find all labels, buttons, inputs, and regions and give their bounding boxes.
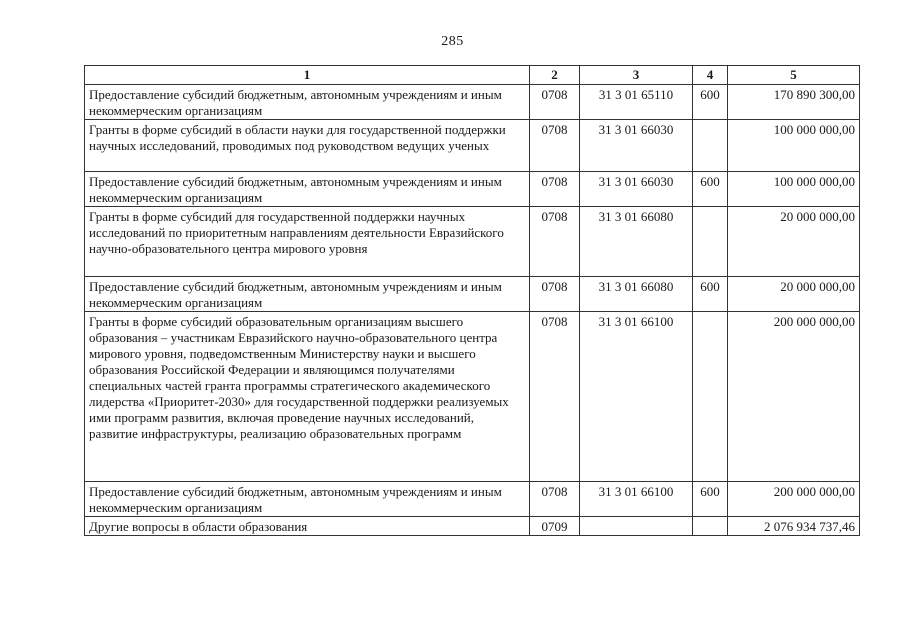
- header-col-3: 3: [580, 66, 693, 85]
- row-target-code: [580, 517, 693, 536]
- table-row: [85, 172, 860, 207]
- row-amount: 100 000 000,00: [728, 172, 860, 207]
- row-expense-type: 600: [693, 277, 728, 312]
- table-header-row: [85, 66, 860, 85]
- row-section-code: 0708: [530, 120, 580, 172]
- row-target-code: 31 3 01 66100: [580, 312, 693, 482]
- row-amount: 200 000 000,00: [728, 312, 860, 482]
- row-expense-type: [693, 517, 728, 536]
- header-col-5: 5: [728, 66, 860, 85]
- table-row: [85, 482, 860, 517]
- row-target-code: 31 3 01 66080: [580, 207, 693, 277]
- table-row: [85, 517, 860, 536]
- row-amount: 200 000 000,00: [728, 482, 860, 517]
- table-row: [85, 207, 860, 277]
- row-section-code: 0709: [530, 517, 580, 536]
- row-target-code: 31 3 01 65110: [580, 85, 693, 120]
- row-name: Предоставление субсидий бюджетным, автономным учреждениям и иным некоммерческим организациям: [85, 85, 530, 120]
- row-target-code: 31 3 01 66030: [580, 120, 693, 172]
- header-col-2: 2: [530, 66, 580, 85]
- table-row: [85, 85, 860, 120]
- row-expense-type: 600: [693, 172, 728, 207]
- row-expense-type: [693, 120, 728, 172]
- row-section-code: 0708: [530, 277, 580, 312]
- row-name: Другие вопросы в области образования: [85, 517, 530, 536]
- table-row: [85, 312, 860, 482]
- row-section-code: 0708: [530, 207, 580, 277]
- row-section-code: 0708: [530, 85, 580, 120]
- row-amount: 2 076 934 737,46: [728, 517, 860, 536]
- row-amount: 100 000 000,00: [728, 120, 860, 172]
- row-amount: 20 000 000,00: [728, 277, 860, 312]
- table-row: [85, 277, 860, 312]
- row-name: Предоставление субсидий бюджетным, автономным учреждениям и иным некоммерческим организациям: [85, 172, 530, 207]
- row-target-code: 31 3 01 66080: [580, 277, 693, 312]
- row-amount: 20 000 000,00: [728, 207, 860, 277]
- header-col-4: 4: [693, 66, 728, 85]
- row-name: Гранты в форме субсидий для государственной поддержки научных исследований по приоритетным направлениям деятельности Евразийского научно-образовательного центра мирового уровня: [85, 207, 530, 277]
- page-number: 285: [441, 34, 464, 49]
- row-expense-type: [693, 312, 728, 482]
- row-expense-type: [693, 207, 728, 277]
- row-amount: 170 890 300,00: [728, 85, 860, 120]
- row-name: Гранты в форме субсидий образовательным организациям высшего образования – участникам Евразийского научно-образовательного центра мирового уровня, подведомственным Министерству науки и высшего образования Российской Федерации и являющимся получателями специальных частей гранта программы стратегического академического лидерства «Приоритет-2030» для государственной поддержки реализуемых ими программ развития, включая проведение научных исследований, развитие инфраструктуры, реализацию образовательных программ: [85, 312, 530, 482]
- row-name: Предоставление субсидий бюджетным, автономным учреждениям и иным некоммерческим организациям: [85, 277, 530, 312]
- row-expense-type: 600: [693, 482, 728, 517]
- row-target-code: 31 3 01 66100: [580, 482, 693, 517]
- table-row: [85, 120, 860, 172]
- row-target-code: 31 3 01 66030: [580, 172, 693, 207]
- row-section-code: 0708: [530, 172, 580, 207]
- budget-table: [84, 65, 860, 536]
- row-section-code: 0708: [530, 312, 580, 482]
- row-name: Предоставление субсидий бюджетным, автономным учреждениям и иным некоммерческим организациям: [85, 482, 530, 517]
- header-col-1: 1: [85, 66, 530, 85]
- row-expense-type: 600: [693, 85, 728, 120]
- row-section-code: 0708: [530, 482, 580, 517]
- row-name: Гранты в форме субсидий в области науки для государственной поддержки научных исследований, проводимых под руководством ведущих ученых: [85, 120, 530, 172]
